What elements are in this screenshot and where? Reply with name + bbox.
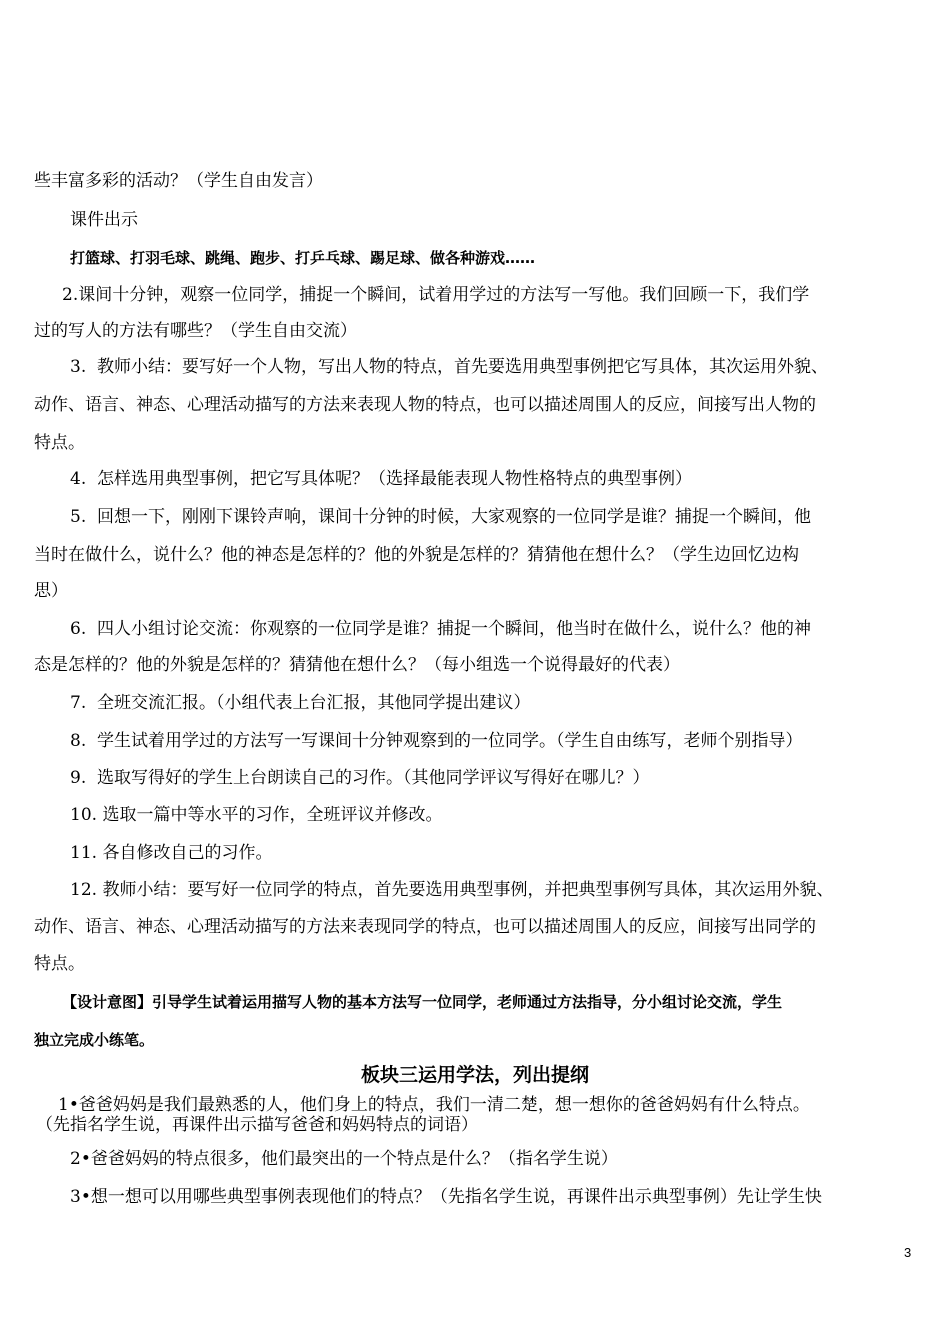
text-line: 6. 四人小组讨论交流：你观察的一位同学是谁？捕捉一个瞬间，他当时在做什么，说什么？他的神 [70,619,812,639]
text-line: 动作、语言、神态、心理活动描写的方法来表现人物的特点，也可以描述周围人的反应，间接写出人物的 [34,395,816,415]
text-line: 当时在做什么，说什么？他的神态是怎样的？他的外貌是怎样的？猜猜他在想什么？（学生边回忆边构 [34,545,799,565]
design-intent-cont: 独立完成小练笔。 [34,1031,155,1049]
text-line: （先指名学生说，再课件出示描写爸爸和妈妈特点的词语） [36,1115,478,1135]
text-line: 3•想一想可以用哪些典型事例表现他们的特点？（先指名学生说，再课件出示典型事例）先让学生快 [70,1187,822,1207]
text-line: 2.课间十分钟，观察一位同学，捕捉一个瞬间，试着用学过的方法写一写他。我们回顾一下，我们学 [62,285,810,305]
text-line: 11. 各自修改自己的习作。 [70,843,273,863]
activity-list: 打篮球、打羽毛球、跳绳、跑步、打乒乓球、踢足球、做各种游戏…… [70,249,536,267]
text-line: 7. 全班交流汇报。（小组代表上台汇报，其他同学提出建议） [70,693,531,713]
text-line: 特点。 [34,954,85,974]
text-line: 过的写人的方法有哪些？（学生自由交流） [34,321,357,341]
text-line: 9. 选取写得好的学生上台朗读自己的习作。（其他同学评议写得好在哪儿？） [70,768,650,788]
text-line: 1•爸爸妈妈是我们最熟悉的人，他们身上的特点，我们一清二楚，想一想你的爸爸妈妈有什么特点。 [58,1095,810,1115]
page-number: 3 [904,1245,912,1260]
text-line: 8. 学生试着用学过的方法写一写课间十分钟观察到的一位同学。（学生自由练写，老师个别指导） [70,731,803,751]
text-line: 态是怎样的？他的外貌是怎样的？猜猜他在想什么？（每小组选一个说得最好的代表） [34,655,680,675]
text-line: 3. 教师小结：要写好一个人物，写出人物的特点，首先要选用典型事例把它写具体，其次运用外貌、 [70,357,829,377]
text-line: 5. 回想一下，刚刚下课铃声响，课间十分钟的时候，大家观察的一位同学是谁？捕捉一个瞬间，他 [70,507,812,527]
design-intent: 【设计意图】引导学生试着运用描写人物的基本方法写一位同学，老师通过方法指导，分小组讨论交流，学生 [62,993,783,1011]
text-line: 些丰富多彩的活动？（学生自由发言） [34,171,323,191]
text-line: 12. 教师小结：要写好一位同学的特点，首先要选用典型事例，并把典型事例写具体，其次运用外貌、 [70,880,834,900]
text-line: 2•爸爸妈妈的特点很多，他们最突出的一个特点是什么？（指名学生说） [70,1149,618,1169]
text-line: 特点。 [34,433,85,453]
text-line: 4. 怎样选用典型事例，把它写具体呢？（选择最能表现人物性格特点的典型事例） [70,469,693,489]
courseware-label: 课件出示 [70,210,138,230]
text-line: 思） [34,581,68,601]
text-line: 动作、语言、神态、心理活动描写的方法来表现同学的特点，也可以描述周围人的反应，间接写出同学的 [34,917,816,937]
text-line: 10. 选取一篇中等水平的习作，全班评议并修改。 [70,805,443,825]
section-heading: 板块三运用学法，列出提纲 [360,1064,589,1086]
